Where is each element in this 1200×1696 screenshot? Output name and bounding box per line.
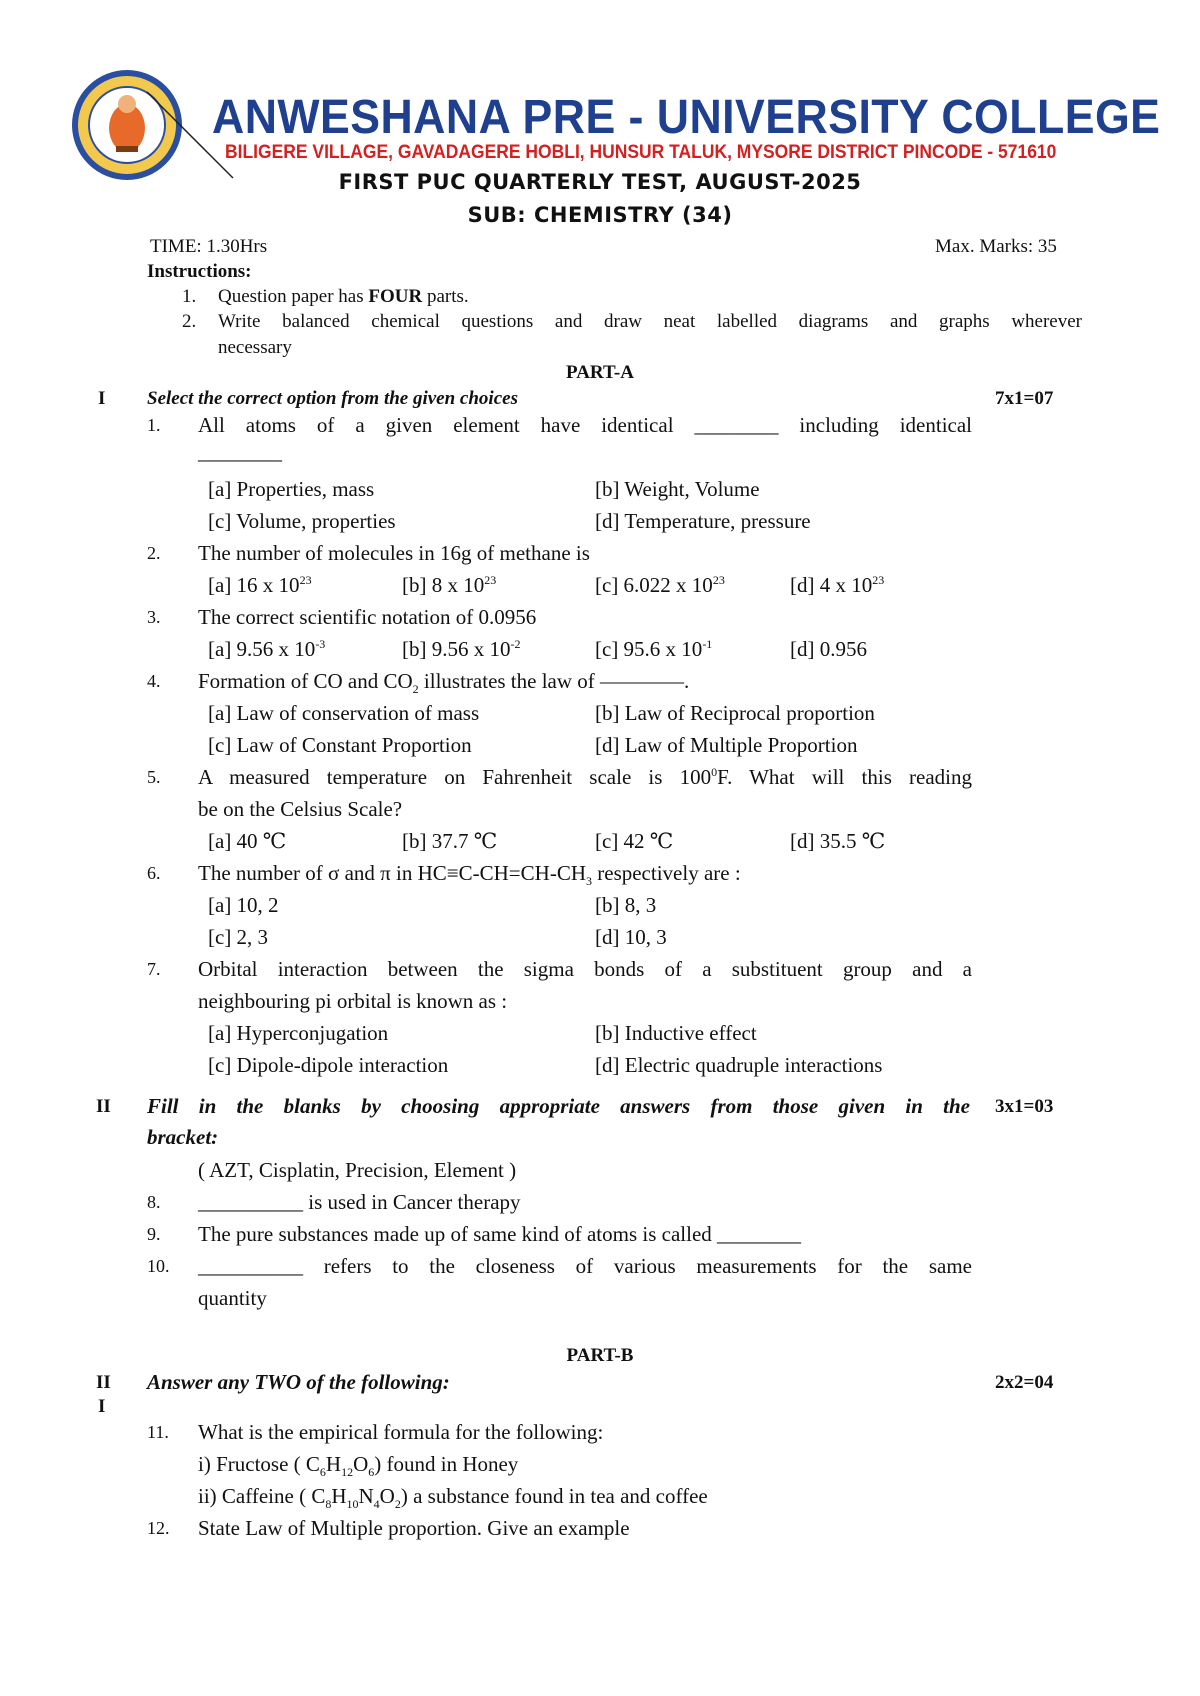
option-d: [d] 10, 3 xyxy=(595,925,667,949)
question-number: 7. xyxy=(147,959,161,979)
option-a: [a] Properties, mass xyxy=(208,477,375,501)
question-number: 9. xyxy=(147,1224,161,1244)
section-marks: 7x1=07 xyxy=(995,388,1054,409)
option-a: [a] 10, 2 xyxy=(208,893,279,917)
question-subpart: i) Fructose ( $C_6H_{12}O_6$) found in Honey xyxy=(198,1452,519,1480)
option-c: [c] 2, 3 xyxy=(208,925,269,949)
option-a: [a] 16 x $10^{23}$ xyxy=(208,573,312,597)
section-roman: II xyxy=(96,1372,111,1393)
college-name: ANWESHANA PRE - UNIVERSITY COLLEGE xyxy=(212,91,1161,144)
option-b: [b] 8 x $10^{23}$ xyxy=(402,573,497,597)
option-a: [a] Hyperconjugation xyxy=(208,1021,389,1045)
question-text: The number of σ and π in $HC\equiv C-CH=CH-CH_3$ respectively are : xyxy=(198,861,741,889)
option-c: [c] Law of Constant Proportion xyxy=(208,733,472,757)
option-d: [d] Law of Multiple Proportion xyxy=(595,733,858,757)
question-text: All atoms of a given element have identical ________ including identical xyxy=(198,413,972,437)
option-d: [d] 0.956 xyxy=(790,637,867,661)
option-d: [d] Temperature, pressure xyxy=(595,509,811,533)
section-roman: I xyxy=(98,388,106,409)
question-subpart: ii) Caffeine ( $C_8H_{10}N_4O_2$) a substance found in tea and coffee xyxy=(198,1484,708,1512)
part-b-title: PART-B xyxy=(566,1345,634,1366)
question-number: 1. xyxy=(147,415,161,435)
question-number: 3. xyxy=(147,607,161,627)
instructions-title: Instructions: xyxy=(147,261,252,282)
question-text: The pure substances made up of same kind of atoms is called ________ xyxy=(198,1222,802,1246)
option-b: [b] Weight, Volume xyxy=(595,477,760,501)
option-c: [c] Volume, properties xyxy=(208,509,396,533)
option-b: [b] 9.56 x $10^{-2}$ xyxy=(402,637,521,661)
option-c: [c] Dipole-dipole interaction xyxy=(208,1053,449,1077)
option-a: [a] 40 ℃ xyxy=(208,829,287,853)
part-a-title: PART-A xyxy=(566,362,634,383)
instruction-text: Question paper has FOUR parts. xyxy=(218,286,469,307)
section-marks: 2x2=04 xyxy=(995,1372,1054,1393)
question-number: 8. xyxy=(147,1192,161,1212)
section-roman-cont: I xyxy=(98,1396,106,1417)
option-c: [c] 42 ℃ xyxy=(595,829,674,853)
option-c: [c] 95.6 x $10^{-1}$ xyxy=(595,637,713,661)
subject-title: SUB: CHEMISTRY (34) xyxy=(467,203,733,227)
max-marks-label: Max. Marks: 35 xyxy=(935,236,1057,257)
section-roman: II xyxy=(96,1096,111,1117)
section-title-cont: bracket: xyxy=(147,1125,219,1149)
instruction-text-cont: necessary xyxy=(218,337,292,358)
question-text-cont: be on the Celsius Scale? xyxy=(198,797,403,821)
question-text: State Law of Multiple proportion. Give an example xyxy=(198,1516,630,1540)
option-d: [d] 4 x $10^{23}$ xyxy=(790,573,885,597)
section-title: Select the correct option from the given choices xyxy=(147,388,518,409)
option-a: [a] 9.56 x $10^{-3}$ xyxy=(208,637,326,661)
test-title: FIRST PUC QUARTERLY TEST, AUGUST-2025 xyxy=(338,170,862,194)
question-number: 5. xyxy=(147,767,161,787)
question-number: 10. xyxy=(147,1256,170,1276)
question-number: 12. xyxy=(147,1518,170,1538)
option-a: [a] Law of conservation of mass xyxy=(208,701,480,725)
option-b: [b] 8, 3 xyxy=(595,893,657,917)
option-d: [d] 35.5 ℃ xyxy=(790,829,886,853)
question-text: A measured temperature on Fahrenheit scale is $100^0F$. What will this reading xyxy=(198,765,972,789)
section-title: Fill in the blanks by choosing appropriate answers from those given in the xyxy=(147,1094,970,1118)
option-d: [d] Electric quadruple interactions xyxy=(595,1053,883,1077)
question-text: The correct scientific notation of 0.0956 xyxy=(198,605,537,629)
option-b: [b] Inductive effect xyxy=(595,1021,757,1045)
question-text: __________ refers to the closeness of various measurements for the same xyxy=(198,1254,972,1278)
question-number: 2. xyxy=(147,543,161,563)
instruction-text: Write balanced chemical questions and draw neat labelled diagrams and graphs wherever xyxy=(218,311,1082,332)
question-number: 6. xyxy=(147,863,161,883)
section-title: Answer any TWO of the following: xyxy=(147,1370,450,1394)
question-text: Orbital interaction between the sigma bonds of a substituent group and a xyxy=(198,957,972,981)
fill-blank-options: ( AZT, Cisplatin, Precision, Element ) xyxy=(198,1158,517,1182)
section-marks: 3x1=03 xyxy=(995,1096,1054,1117)
option-b: [b] Law of Reciprocal proportion xyxy=(595,701,875,725)
question-text: __________ is used in Cancer therapy xyxy=(198,1190,521,1214)
question-text-cont: neighbouring pi orbital is known as : xyxy=(198,989,508,1013)
question-text-cont: ________ xyxy=(198,440,282,464)
instruction-number: 2. xyxy=(182,311,197,332)
instruction-number: 1. xyxy=(182,286,197,307)
college-address: BILIGERE VILLAGE, GAVADAGERE HOBLI, HUNSUR TALUK, MYSORE DISTRICT PINCODE - 571610 xyxy=(225,142,1057,163)
time-label: TIME: 1.30Hrs xyxy=(150,236,268,257)
question-number: 4. xyxy=(147,671,161,691)
option-c: [c] 6.022 x $10^{23}$ xyxy=(595,573,725,597)
question-text: What is the empirical formula for the following: xyxy=(198,1420,604,1444)
question-text: The number of molecules in 16g of methane is xyxy=(198,541,590,565)
question-number: 11. xyxy=(147,1422,169,1442)
question-text-cont: quantity xyxy=(198,1286,267,1310)
option-b: [b] 37.7 ℃ xyxy=(402,829,498,853)
question-text: Formation of CO and $CO_2$ illustrates the law of ————. xyxy=(198,669,690,697)
